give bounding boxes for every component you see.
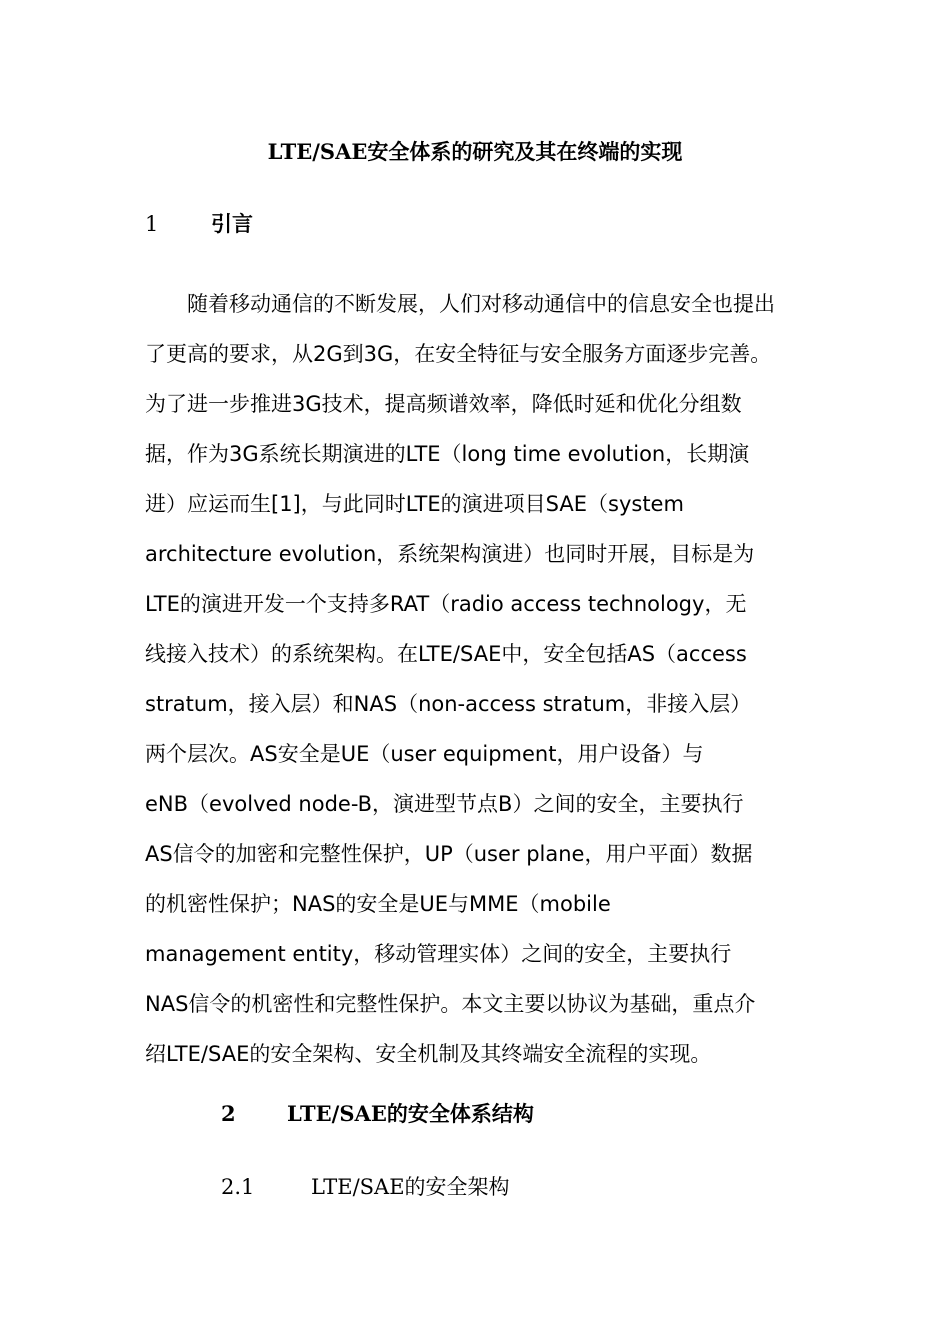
paragraph-line: 绍LTE/SAE的安全架构、安全机制及其终端安全流程的实现。 (145, 1042, 712, 1066)
subsection-number: 2.1 (221, 1175, 255, 1199)
paragraph-line: 的机密性保护；NAS的安全是UE与MME（mobile (145, 892, 611, 916)
subsection-title: LTE/SAE的安全架构 (311, 1175, 510, 1199)
paragraph-line: NAS信令的机密性和完整性保护。本文主要以协议为基础，重点介 (145, 992, 756, 1016)
subsection-heading-security-architecture (221, 1173, 721, 1203)
section-heading-security-structure (221, 1100, 721, 1130)
paragraph-line: 两个层次。AS安全是UE（user equipment，用户设备）与 (145, 742, 704, 766)
paragraph-line: AS信令的加密和完整性保护，UP（user plane，用户平面）数据 (145, 842, 753, 866)
paragraph-line: 随着移动通信的不断发展，人们对移动通信中的信息安全也提出 (145, 292, 775, 316)
section-title: 引言 (211, 211, 253, 236)
paragraph-line: eNB（evolved node-B，演进型节点B）之间的安全，主要执行 (145, 792, 744, 816)
paragraph-line: 为了进一步推进3G技术，提高频谱效率，降低时延和优化分组数 (145, 392, 742, 416)
section-number: 1 (145, 212, 159, 236)
document-title: LTE/SAE安全体系的研究及其在终端的实现 (267, 139, 683, 164)
paragraph-line: management entity，移动管理实体）之间的安全，主要执行 (145, 942, 732, 966)
paragraph-line: LTE的演进开发一个支持多RAT（radio access technology，无 (145, 592, 747, 616)
paragraph-line: stratum，接入层）和NAS（non-access stratum，非接入层） (145, 692, 752, 716)
paragraph-line: architecture evolution，系统架构演进）也同时开展，目标是为 (145, 542, 755, 566)
paragraph-line: 进）应运而生[1]，与此同时LTE的演进项目SAE（system (145, 492, 684, 516)
paragraph-line: 了更高的要求，从2G到3G，在安全特征与安全服务方面逐步完善。 (145, 342, 772, 366)
paragraph-line: 据，作为3G系统长期演进的LTE（long time evolution，长期演 (145, 442, 750, 466)
introduction-paragraph (145, 279, 825, 1079)
section-title: LTE/SAE的安全体系结构 (287, 1101, 534, 1126)
section-heading-introduction (145, 210, 545, 240)
section-number: 2 (221, 1101, 236, 1126)
paragraph-line: 线接入技术）的系统架构。在LTE/SAE中，安全包括AS（access (145, 642, 747, 666)
